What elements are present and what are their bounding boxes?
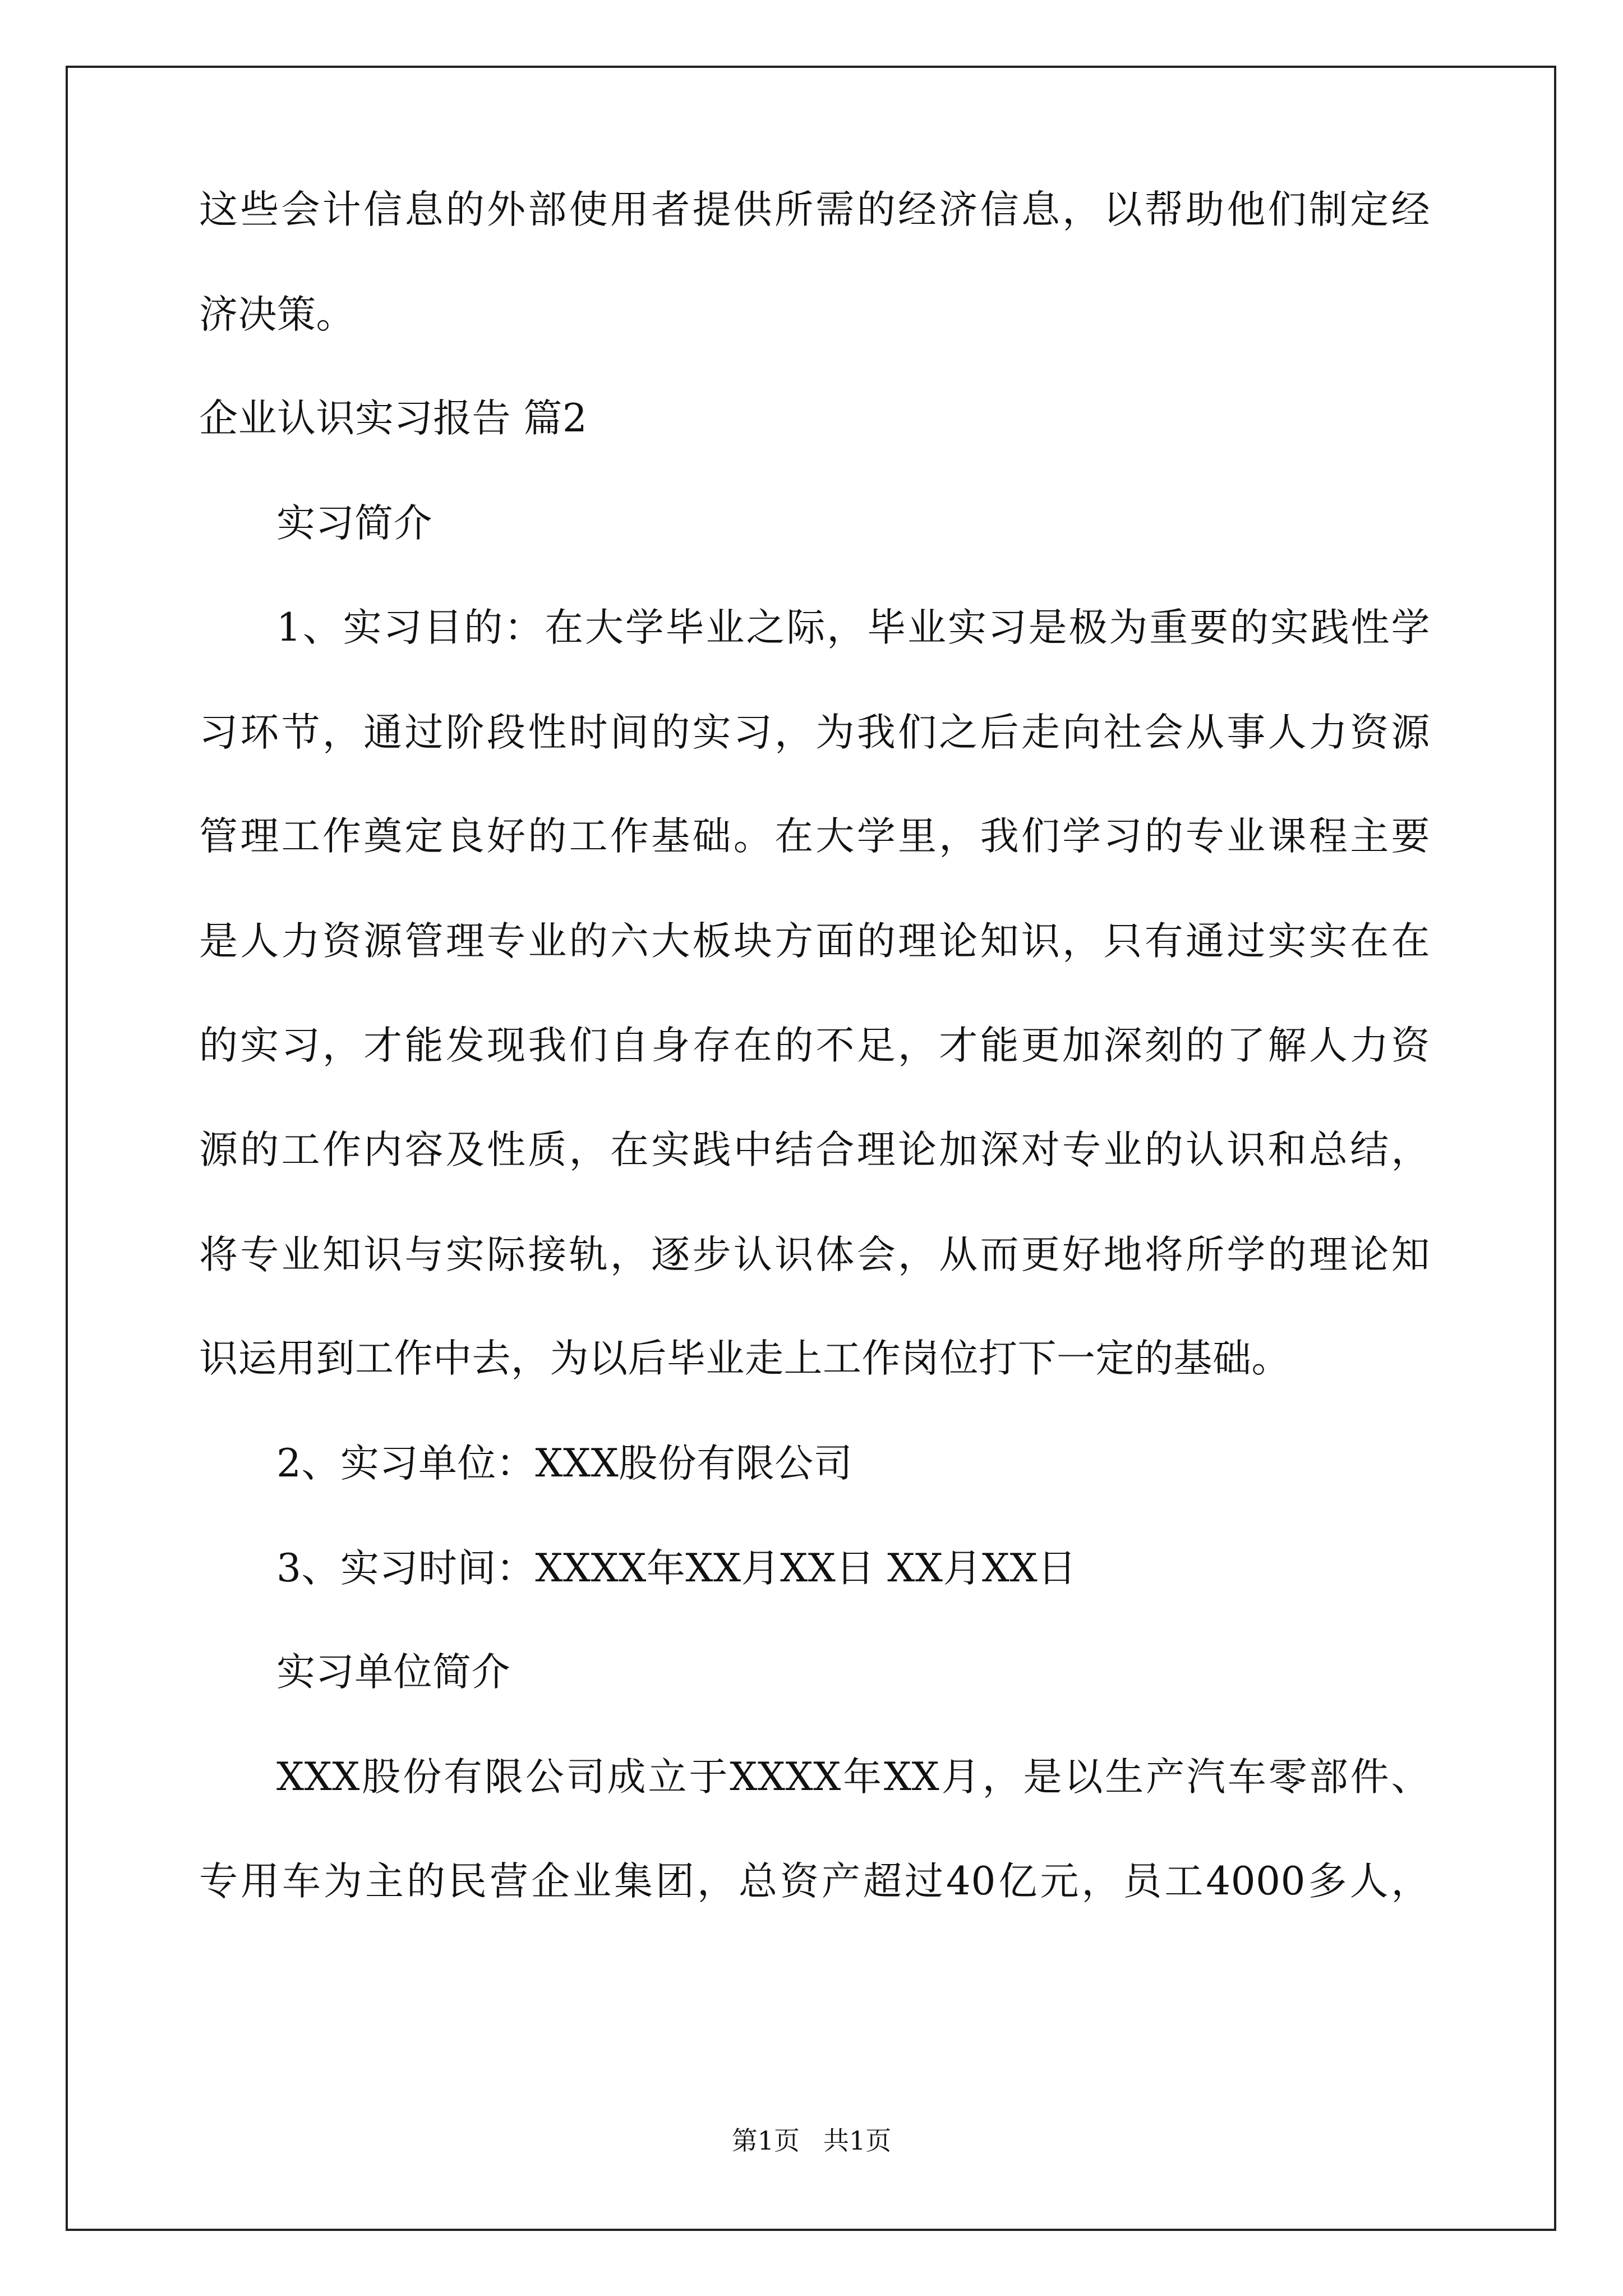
page-number: 第1页 [731,2125,800,2156]
document-body [199,187,1430,1904]
paragraph-line: 这些会计信息的外部使用者提供所需的经济信息，以帮助他们制定经 [199,187,1430,232]
subsection-heading: 实习单位简介 [276,1650,510,1695]
paragraph-line: 3、实习时间：XXXX年XX月XX日 XX月XX日 [276,1546,1077,1591]
paragraph-line: 识运用到工作中去，为以后毕业走上工作岗位打下一定的基础。 [199,1336,1290,1381]
paragraph-line: 济决策。 [199,292,355,337]
paragraph-line: 习环节，通过阶段性时间的实习，为我们之后走向社会从事人力资源 [199,710,1430,755]
paragraph-line: 将专业知识与实际接轨，逐步认识体会，从而更好地将所学的理论知 [199,1232,1430,1277]
paragraph-line: 管理工作奠定良好的工作基础。在大学里，我们学习的专业课程主要 [199,814,1430,859]
subsection-heading: 实习简介 [276,501,432,546]
page-total: 共1页 [823,2125,892,2156]
paragraph-line: 是人力资源管理专业的六大板块方面的理论知识，只有通过实实在在 [199,919,1430,964]
paragraph-line: 1、实习目的：在大学毕业之际，毕业实习是极为重要的实践性学 [276,605,1430,650]
paragraph-line: 专用车为主的民营企业集团，总资产超过40亿元，员工4000多人， [199,1859,1430,1904]
paragraph-line: 2、实习单位：XXX股份有限公司 [276,1441,853,1486]
section-heading: 企业认识实习报告 篇2 [199,396,588,441]
page-footer [0,2125,1623,2156]
paragraph-line: 源的工作内容及性质，在实践中结合理论加深对专业的认识和总结， [199,1128,1430,1172]
paragraph-line: 的实习，才能发现我们自身存在的不足，才能更加深刻的了解人力资 [199,1023,1430,1068]
paragraph-line: XXX股份有限公司成立于XXXX年XX月，是以生产汽车零部件、 [276,1755,1430,1800]
